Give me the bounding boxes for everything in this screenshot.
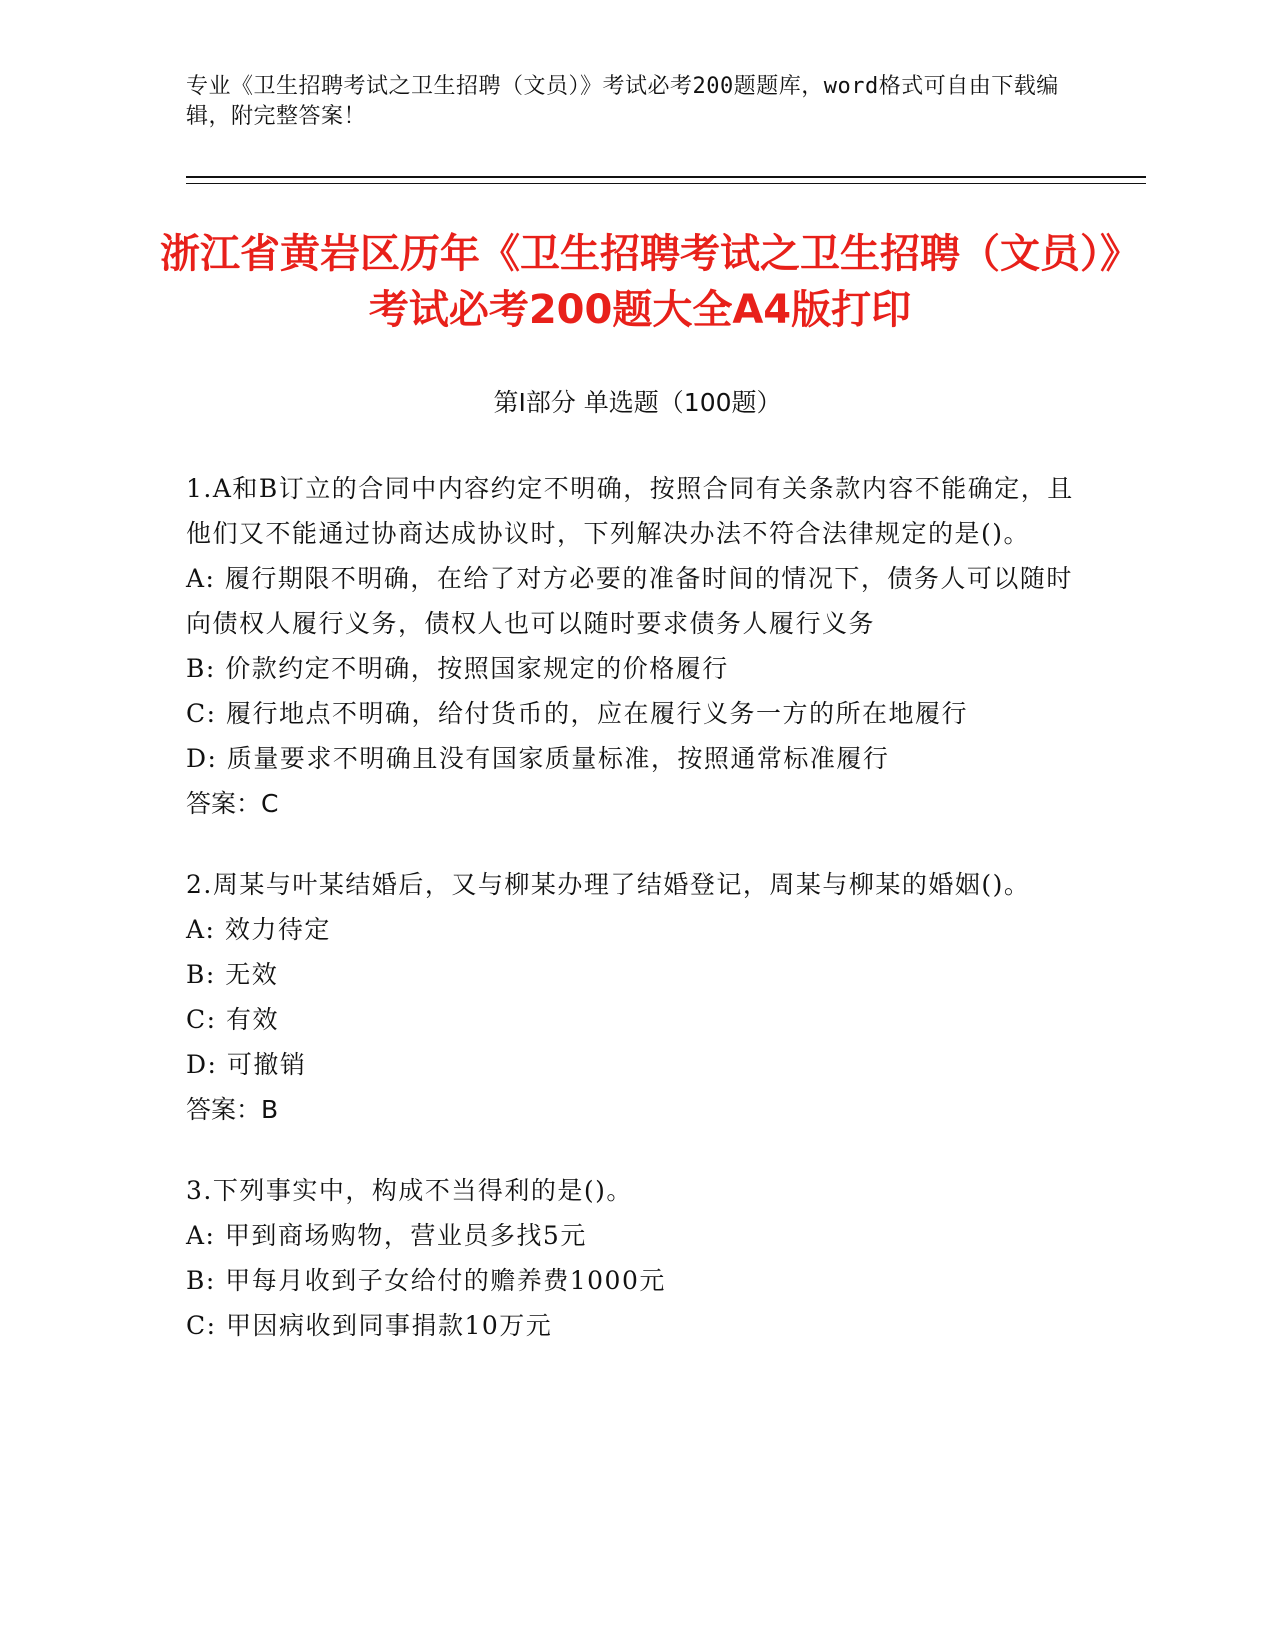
answer: 答案：C	[186, 789, 279, 818]
option-c: C: 有效	[186, 1005, 279, 1034]
header-note: 专业《卫生招聘考试之卫生招聘（文员）》考试必考200题题库，word格式可自由下载编辑，附完整答案！	[186, 74, 1059, 129]
option-d: D: 可撤销	[186, 1050, 307, 1079]
option-b: B: 甲每月收到子女给付的赡养费1000元	[186, 1266, 666, 1295]
option-b: B: 价款约定不明确，按照国家规定的价格履行	[186, 654, 729, 683]
option-d: D: 质量要求不明确且没有国家质量标准，按照通常标准履行	[186, 744, 890, 773]
answer: 答案：B	[186, 1095, 279, 1124]
question-1	[186, 466, 1086, 826]
document-title: 浙江省黄岩区历年《卫生招聘考试之卫生招聘（文员）》考试必考200题大全A4版打印	[160, 231, 1120, 333]
option-a: A: 甲到商场购物，营业员多找5元	[186, 1221, 587, 1250]
option-c: C: 履行地点不明确，给付货币的，应在履行义务一方的所在地履行	[186, 699, 969, 728]
option-a: A: 效力待定	[186, 915, 331, 944]
option-b: B: 无效	[186, 960, 279, 989]
question-stem: 3.下列事实中，构成不当得利的是()。	[186, 1176, 633, 1205]
question-3	[186, 1168, 1086, 1348]
question-list	[186, 466, 1086, 1384]
header-rule-thin	[186, 183, 1146, 184]
option-c: C: 甲因病收到同事捐款10万元	[186, 1311, 553, 1340]
question-2	[186, 862, 1086, 1132]
section-title: 第Ⅰ部分 单选题（100题）	[493, 388, 782, 417]
option-a: A: 履行期限不明确，在给了对方必要的准备时间的情况下，债务人可以随时向债权人履行义务，债权人也可以随时要求债务人履行义务	[186, 564, 1073, 638]
question-stem: 1.A和B订立的合同中内容约定不明确，按照合同有关条款内容不能确定，且他们又不能通过协商达成协议时，下列解决办法不符合法律规定的是()。	[186, 474, 1074, 548]
question-stem: 2.周某与叶某结婚后，又与柳某办理了结婚登记，周某与柳某的婚姻()。	[186, 870, 1031, 899]
header-rule-thick	[186, 176, 1146, 178]
